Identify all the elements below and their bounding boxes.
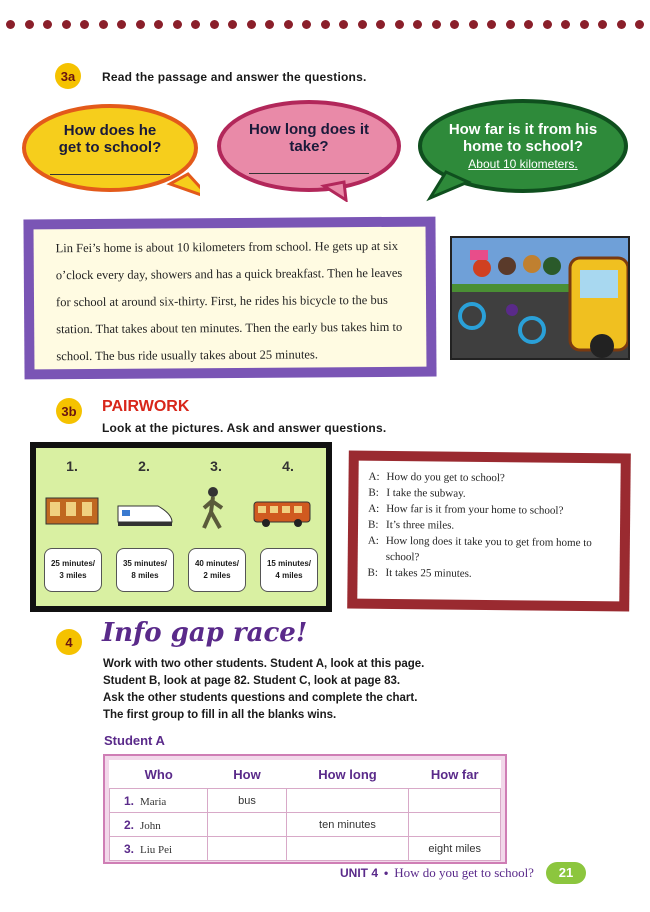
cell-who: John <box>140 819 161 832</box>
bubble-question: How far is it from his home to school? <box>448 121 598 155</box>
transport-stats-card <box>116 548 174 592</box>
speech-bubble-2 <box>214 100 404 202</box>
speaker: B: <box>367 566 379 579</box>
transport-stats-card <box>44 548 102 592</box>
unit-title: How do you get to school? <box>394 865 534 880</box>
speaker: B: <box>368 486 379 499</box>
passage-text: Lin Fei’s home is about 10 kilometers from school. He gets up at six o’clock every day, showers and has a quick breakfast. Then he leaves for school at around six-thirty. First, he rides his bicycle to the bus station. That takes about ten minutes. Then the early bus takes him to school. The bus ride usually takes about 25 minutes. <box>34 227 427 370</box>
line-text: How far is it from your home to school? <box>386 502 564 517</box>
speaker: A: <box>368 470 380 483</box>
speech-bubble-1 <box>20 102 200 202</box>
section-4-badge: 4 <box>56 629 82 655</box>
illustration-image <box>452 238 628 358</box>
line-text: How do you get to school? <box>386 470 505 485</box>
item-number: 2. <box>138 458 150 474</box>
card-time: 15 minutes/ <box>266 559 311 568</box>
bubble-answer: About 10 kilometers. <box>468 157 578 171</box>
cell-how-far[interactable]: eight miles <box>409 837 501 861</box>
answer-blank[interactable] <box>50 162 170 175</box>
line-text: It takes 25 minutes. <box>385 566 472 580</box>
section-3a-instruction: Read the passage and answer the questions. <box>102 70 367 84</box>
cell-how-far[interactable] <box>409 789 501 813</box>
line-text: How long does it take you to get from home to school? <box>385 534 592 564</box>
transport-stats-card <box>260 548 318 592</box>
line-text: It’s three miles. <box>385 518 455 532</box>
page-number: 21 <box>546 862 586 884</box>
cell-how-long[interactable]: ten minutes <box>286 813 409 837</box>
item-number: 3. <box>210 458 222 474</box>
cell-how-long[interactable] <box>286 789 409 813</box>
dialog-text <box>357 461 620 602</box>
info-gap-title: Info gap race! <box>102 618 308 648</box>
dialog-frame <box>347 451 631 612</box>
footer-bullet: • <box>384 866 389 880</box>
walking-man-icon <box>196 486 230 530</box>
instruction-line: Ask the other students questions and complete the chart. <box>103 692 418 704</box>
cell-who: Liu Pei <box>140 843 173 856</box>
top-dot-border <box>0 20 650 34</box>
card-distance: 3 miles <box>59 571 87 580</box>
student-label: Student A <box>104 733 165 748</box>
info-gap-chart <box>103 754 507 864</box>
item-number: 4. <box>282 458 294 474</box>
passage-frame <box>23 217 436 380</box>
section-3b-instruction: Look at the pictures. Ask and answer questions. <box>102 421 387 435</box>
speech-bubble-3 <box>416 98 630 202</box>
col-header: How far <box>430 766 479 782</box>
section-3a-badge: 3a <box>55 63 81 89</box>
row-number: 1. <box>124 793 135 808</box>
section-4-instructions <box>103 656 424 724</box>
cell-how-far[interactable] <box>409 813 501 837</box>
pairwork-title: PAIRWORK <box>102 398 190 415</box>
col-header: How <box>233 766 261 782</box>
instruction-line: Student B, look at page 82. Student C, look at page 83. <box>103 675 401 687</box>
table-row <box>110 837 501 861</box>
train-icon <box>114 500 174 528</box>
card-distance: 2 miles <box>203 571 231 580</box>
card-distance: 4 miles <box>275 571 303 580</box>
chart-header-row <box>110 760 501 789</box>
speaker: A: <box>367 534 379 547</box>
card-time: 25 minutes/ <box>50 559 95 568</box>
bus-bike-illustration <box>450 236 630 360</box>
cell-how[interactable] <box>208 813 286 837</box>
table-row <box>110 789 501 813</box>
card-time: 35 minutes/ <box>122 559 167 568</box>
col-header: Who <box>144 766 173 782</box>
unit-label: UNIT 4 <box>340 866 379 880</box>
bus-icon <box>252 498 312 528</box>
bubble-question: How does he get to school? <box>58 121 162 156</box>
card-time: 40 minutes/ <box>194 559 239 568</box>
transport-stats-card <box>188 548 246 592</box>
line-text: I take the subway. <box>386 486 466 500</box>
row-number: 3. <box>124 841 135 856</box>
instruction-line: The first group to fill in all the blanks wins. <box>103 709 337 721</box>
row-number: 2. <box>124 817 135 832</box>
speaker: A: <box>368 502 380 515</box>
section-3b-badge: 3b <box>56 398 82 424</box>
cell-how-long[interactable] <box>286 837 409 861</box>
cell-how[interactable]: bus <box>208 789 286 813</box>
col-header: How long <box>318 766 377 782</box>
cell-how[interactable] <box>208 837 286 861</box>
table-row <box>110 813 501 837</box>
speaker: B: <box>367 518 379 531</box>
cell-who: Maria <box>140 795 167 808</box>
page-footer <box>340 862 586 884</box>
transport-pictures-panel <box>30 442 332 612</box>
item-number: 1. <box>66 458 78 474</box>
answer-blank[interactable] <box>249 161 369 174</box>
bubble-question: How long does it take? <box>249 120 369 155</box>
card-distance: 8 miles <box>131 571 159 580</box>
instruction-line: Work with two other students. Student A, look at this page. <box>103 658 425 670</box>
subway-icon <box>44 494 100 528</box>
